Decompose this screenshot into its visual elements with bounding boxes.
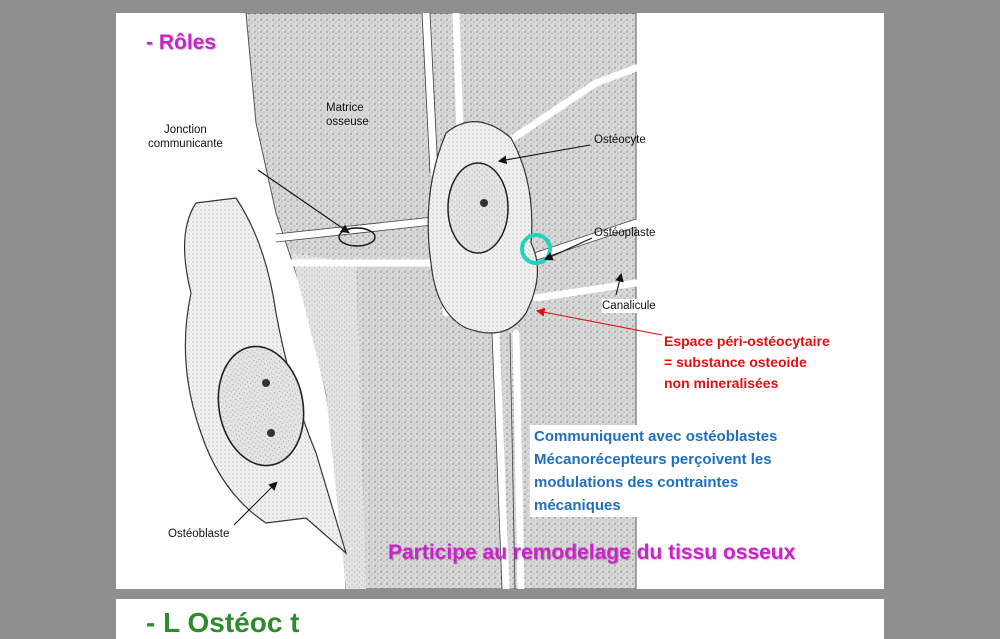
label-matrice: Matrice osseuse: [326, 102, 369, 128]
osteocyte-nucleus: [448, 163, 508, 253]
label-jonction: Jonction communicante: [148, 124, 223, 150]
red-note: [664, 331, 830, 394]
label-osteoplaste: Ostéoplaste: [594, 227, 656, 239]
slide-title: - Rôles: [146, 31, 217, 54]
slide: [116, 13, 884, 589]
blue-note-line: Mécanorécepteurs perçoivent les: [534, 451, 772, 468]
label-osteoblaste: Ostéoblaste: [168, 528, 230, 540]
label-canalicule: Canalicule: [602, 300, 656, 312]
conclusion-text: Participe au remodelage du tissu osseux: [388, 541, 796, 564]
red-note-line: Espace péri-ostéocytaire: [664, 333, 830, 349]
red-note-line: = substance osteoide: [664, 354, 807, 370]
blue-note-line: Communiquent avec ostéoblastes: [534, 428, 778, 445]
blue-note-line: modulations des contraintes: [534, 474, 739, 491]
blue-note-line: mécaniques: [534, 497, 621, 514]
label-osteocyte: Ostéocyte: [594, 134, 646, 146]
next-slide-title: - L Ostéoc t: [146, 607, 300, 638]
next-slide: [116, 599, 884, 639]
blue-note: [530, 425, 781, 517]
red-note-line: non mineralisées: [664, 375, 779, 391]
